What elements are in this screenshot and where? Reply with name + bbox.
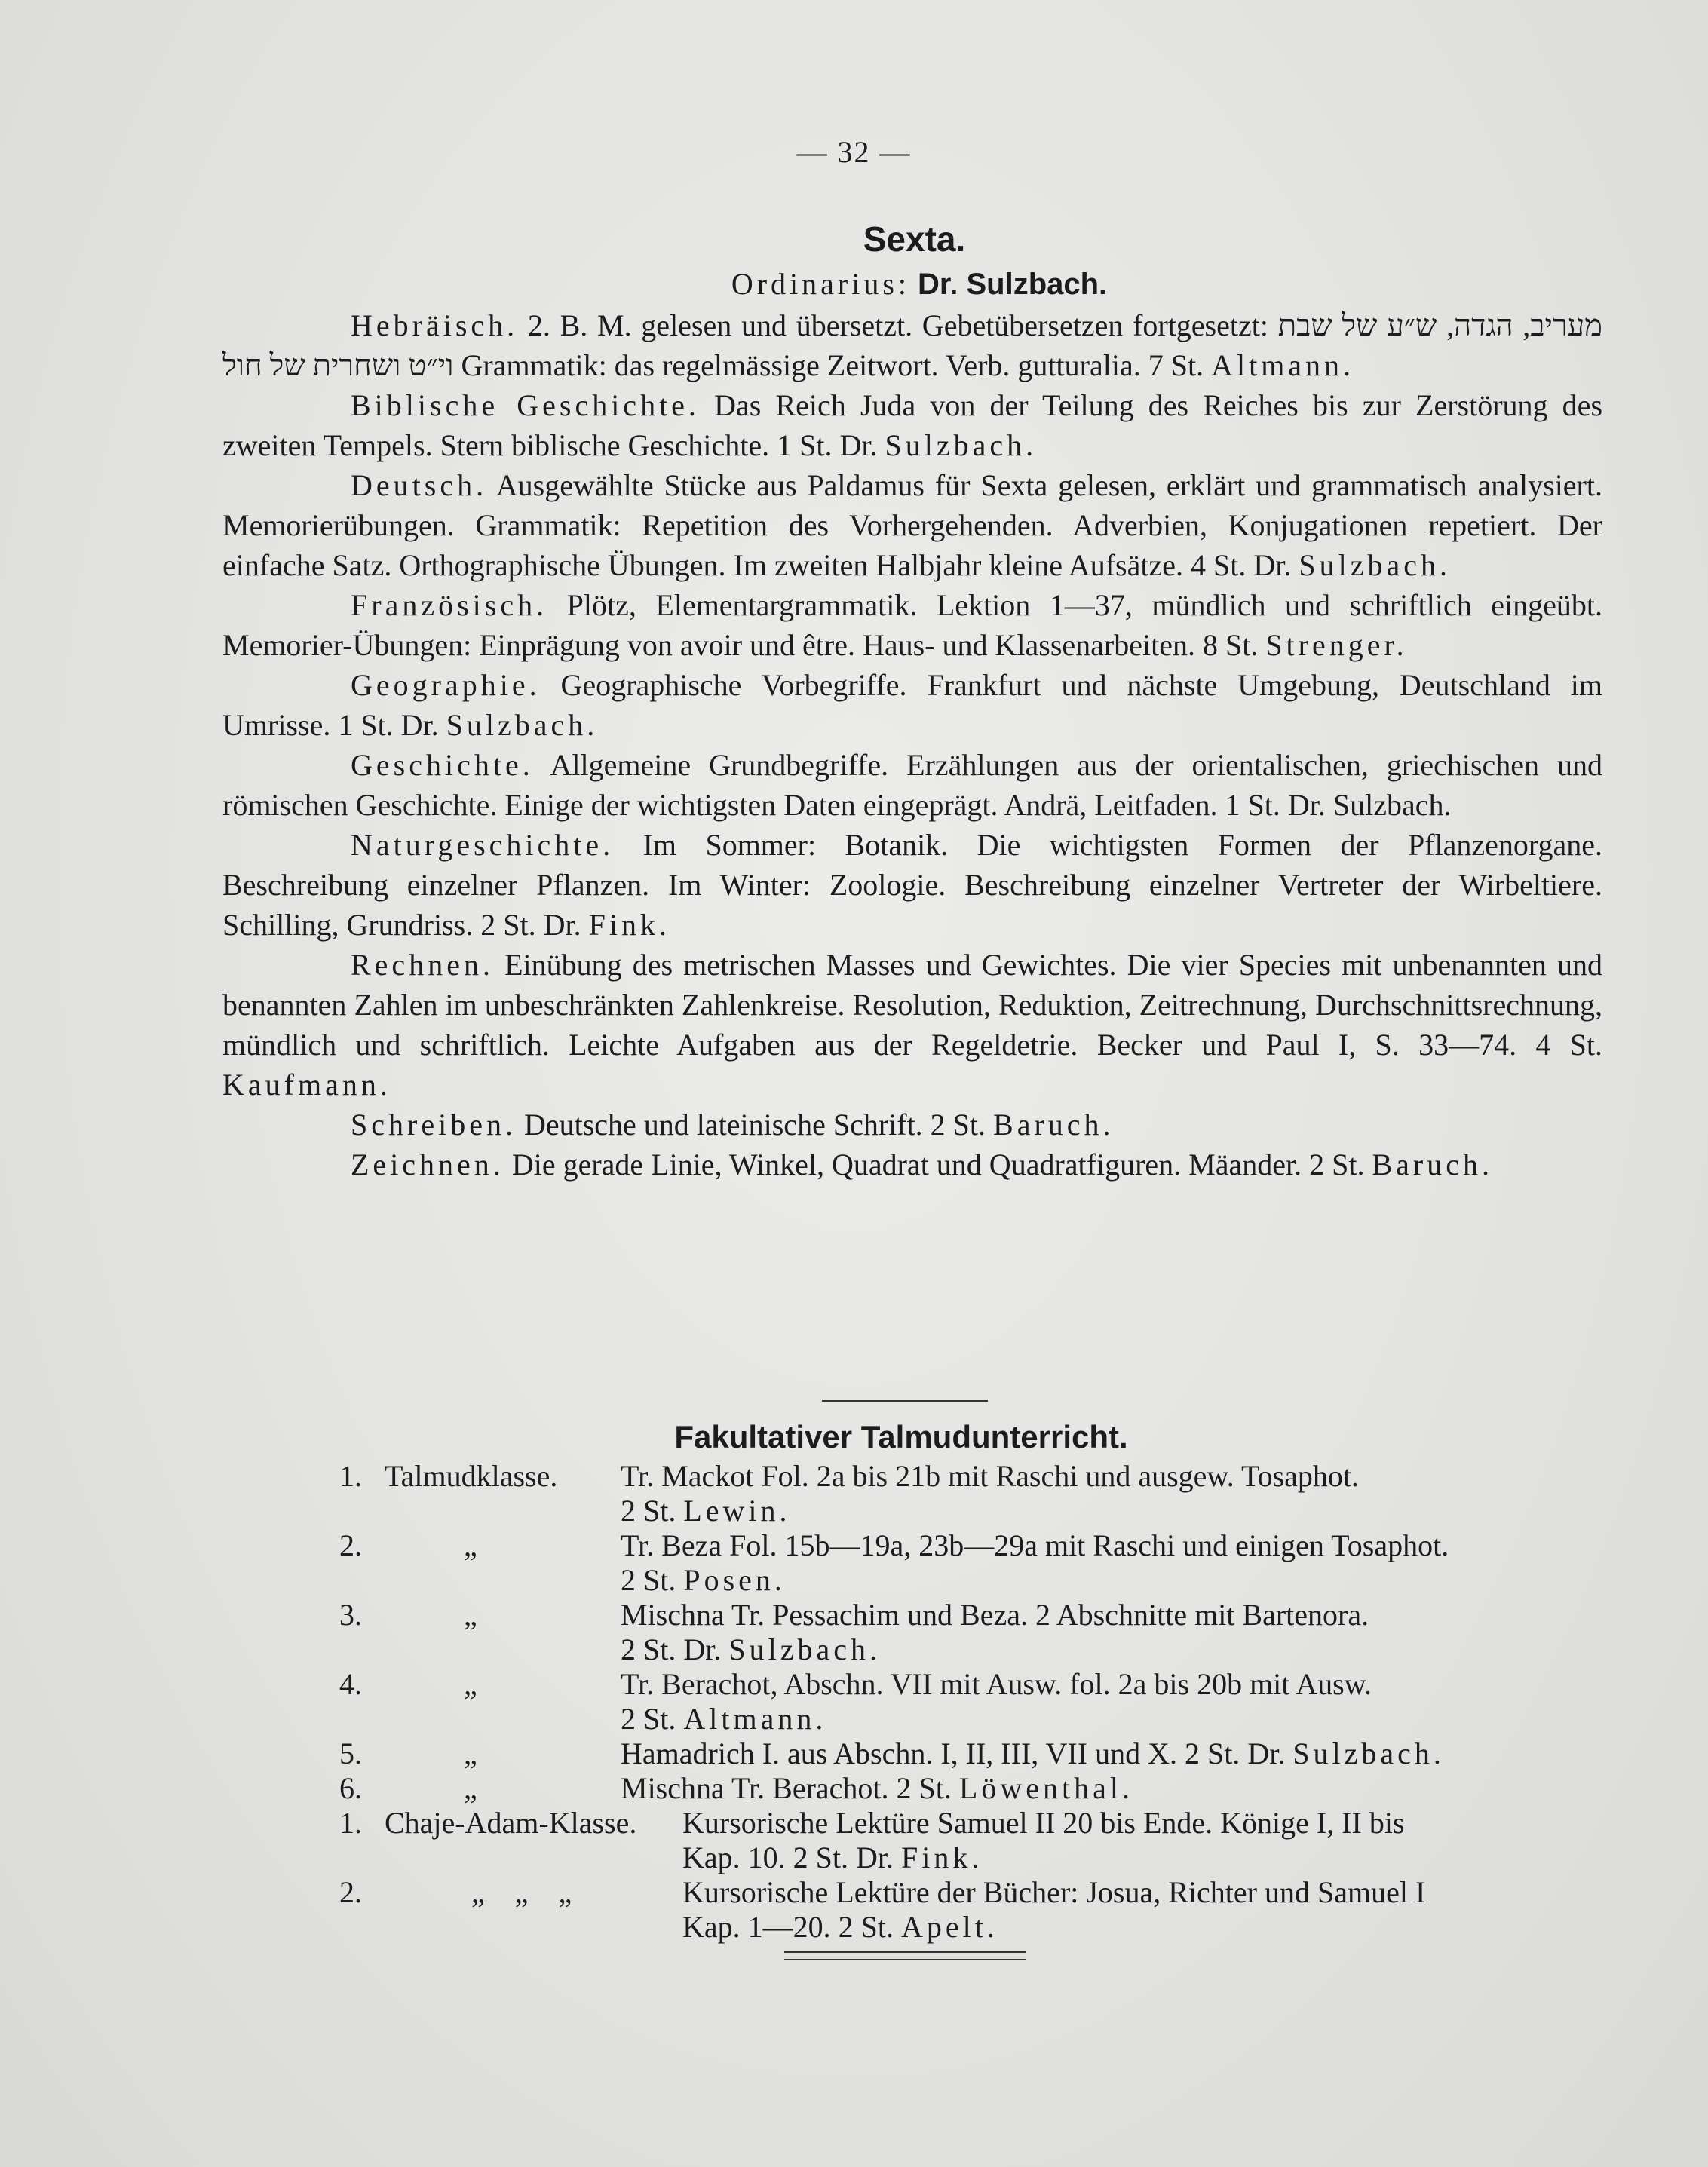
hours: 2 St.	[621, 1702, 676, 1736]
ditto-mark: „	[464, 1528, 477, 1562]
description-line: Tr. Beza Fol. 15b—19a, 23b—29a mit Raschi und einigen Tosaphot.	[621, 1528, 1449, 1562]
subject-text: Im Sommer: Botanik. Die wichtigsten Formen der Pflanzenorgane. Beschreibung einzelner Pflanzen. Im Winter: Zoologie. Beschreibung einzelner Vertreter der Wirbeltiere. Schilling, Grundriss. 2 St. Dr.	[222, 828, 1602, 942]
teacher-name: Sulzbach.	[728, 1632, 881, 1666]
description-line	[621, 1736, 1602, 1771]
subject-name: Geographie.	[351, 668, 541, 702]
teacher-name: Löwenthal.	[958, 1771, 1133, 1805]
ordinarius-label: Ordinarius:	[731, 267, 910, 301]
subject-name: Naturgeschichte.	[351, 828, 615, 862]
subject-paragraph	[222, 1145, 1602, 1185]
class-name: Talmudklasse.	[385, 1459, 558, 1493]
class-description	[621, 1528, 1602, 1598]
teacher-name: Kaufmann.	[222, 1068, 391, 1102]
talmud-row	[222, 1875, 1602, 1945]
teacher-name: Sulzbach.	[885, 428, 1038, 462]
subject-name: Rechnen.	[351, 948, 494, 982]
talmud-row	[222, 1528, 1602, 1598]
subject-name: Hebräisch.	[351, 308, 519, 342]
teacher-name: Altmann.	[1211, 348, 1355, 382]
hours: Kap. 10. 2 St. Dr.	[682, 1841, 894, 1874]
subject-paragraph	[222, 385, 1602, 465]
ditto-mark: „	[464, 1667, 477, 1701]
ditto-mark: „ „ „	[471, 1875, 572, 1909]
subject-name: Geschichte.	[351, 748, 534, 782]
subject-text: Plötz, Elementargrammatik. Lektion 1—37, mündlich und schriftlich eingeübt. Memorier-Übungen: Einprägung von avoir und être. Haus- und Klassenarbeiten. 8 St.	[222, 588, 1602, 662]
talmud-row	[222, 1459, 1602, 1528]
class-description	[621, 1459, 1602, 1528]
class-number: 6.	[339, 1771, 362, 1805]
subject-paragraph	[222, 745, 1602, 825]
subject-name: Französisch.	[351, 588, 548, 622]
ditto-mark: „	[464, 1771, 477, 1805]
teacher-name: Strenger.	[1265, 628, 1408, 662]
page-number: — 32 —	[796, 135, 912, 169]
talmud-list	[222, 1459, 1602, 1945]
talmud-row	[222, 1806, 1602, 1875]
hours: 2 St.	[621, 1494, 676, 1528]
description-line-2	[621, 1702, 1602, 1736]
ordinarius-line	[0, 266, 1708, 302]
teacher-name: Fink.	[588, 908, 670, 942]
class-description	[682, 1875, 1602, 1945]
ditto-mark: „	[464, 1598, 477, 1632]
description-line: Tr. Mackot Fol. 2a bis 21b mit Raschi und ausgew. Tosaphot.	[621, 1459, 1360, 1493]
subject-paragraph	[222, 465, 1602, 585]
hours: 2 St. Dr.	[621, 1632, 722, 1666]
teacher-name: Sulzbach.	[1292, 1736, 1445, 1770]
teacher-name: Lewin.	[683, 1494, 791, 1528]
description-line: Tr. Berachot, Abschn. VII mit Ausw. fol. 2a bis 20b mit Ausw.	[621, 1667, 1372, 1701]
description-text: Mischna Tr. Berachot. 2 St.	[621, 1771, 952, 1805]
subject-text: Allgemeine Grundbegriffe. Erzählungen aus der orientalischen, griechischen und römischen Geschichte. Einige der wichtigsten Daten eingeprägt. Andrä, Leitfaden. 1 St. Dr. Sulzbach.	[222, 748, 1602, 822]
description-line: Kursorische Lektüre der Bücher: Josua, Richter und Samuel I	[682, 1875, 1426, 1909]
description-line-2	[682, 1841, 1602, 1875]
teacher-name: Baruch.	[993, 1108, 1115, 1142]
talmud-row	[222, 1736, 1602, 1771]
description-line-2	[621, 1494, 1602, 1528]
description-text: Hamadrich I. aus Abschn. I, II, III, VII und X. 2 St. Dr.	[621, 1736, 1286, 1770]
class-name: Chaje-Adam-Klasse.	[385, 1806, 637, 1840]
teacher-name: Fink.	[901, 1841, 983, 1874]
class-description	[621, 1771, 1602, 1806]
section-divider	[822, 1400, 988, 1402]
subject-text: Einübung des metrischen Masses und Gewichtes. Die vier Species mit unbenannten und benannten Zahlen im unbeschränkten Zahlenkreise. Resolution, Reduktion, Zeitrechnung, Durchschnittsrechnung, mündlich und schriftlich. Leichte Aufgaben aus der Regeldetrie. Becker und Paul I, S. 33—74. 4 St.	[222, 948, 1602, 1062]
subject-text: 2. B. M. gelesen und übersetzt. Gebetübersetzen fortgesetzt:	[527, 308, 1268, 342]
teacher-name: Posen.	[683, 1563, 786, 1597]
teacher-name: Altmann.	[683, 1702, 827, 1736]
subject-text: Ausgewählte Stücke aus Paldamus für Sexta gelesen, erklärt und grammatisch analysiert. Memorierübungen. Grammatik: Repetition des Vorhergehenden. Adverbien, Konjugationen repetiert. Der einfache Satz. Orthographische Übungen. Im zweiten Halbjahr kleine Aufsätze. 4 St. Dr.	[222, 468, 1602, 582]
subject-text: Deutsche und lateinische Schrift. 2 St.	[523, 1108, 986, 1142]
class-number: 1.	[339, 1806, 362, 1840]
hours: 2 St.	[621, 1563, 676, 1597]
section-title: Sexta.	[863, 219, 966, 259]
subject-text-2: Grammatik: das regelmässige Zeitwort. Verb. gutturalia. 7 St.	[461, 348, 1204, 382]
ditto-mark: „	[464, 1736, 477, 1770]
subject-paragraph	[222, 305, 1602, 385]
talmud-row	[222, 1667, 1602, 1736]
teacher-name: Sulzbach.	[1299, 548, 1451, 582]
class-number: 3.	[339, 1598, 362, 1632]
class-description	[682, 1806, 1602, 1875]
class-number: 2.	[339, 1528, 362, 1562]
subject-text: Das Reich Juda von der Teilung des Reiches bis zur Zerstörung des zweiten Tempels. Stern biblische Geschichte. 1 St. Dr.	[222, 388, 1603, 462]
ordinarius-name: Dr. Sulzbach.	[918, 268, 1108, 301]
class-number: 5.	[339, 1736, 362, 1770]
subject-text: Geographische Vorbegriffe. Frankfurt und nächste Umgebung, Deutschland im Umrisse. 1 St. Dr.	[222, 668, 1602, 742]
teacher-name: Apelt.	[901, 1910, 998, 1944]
description-line-2	[621, 1563, 1602, 1598]
subject-paragraph	[222, 825, 1602, 945]
subject-paragraph	[222, 1105, 1602, 1145]
subject-name: Deutsch.	[351, 468, 488, 502]
class-description	[621, 1736, 1602, 1771]
class-number: 2.	[339, 1875, 362, 1909]
teacher-name: Sulzbach.	[446, 708, 599, 742]
talmud-row	[222, 1771, 1602, 1806]
description-line-2	[682, 1910, 1602, 1945]
subject-paragraph	[222, 945, 1602, 1105]
talmud-row	[222, 1598, 1602, 1667]
teacher-name: Baruch.	[1372, 1148, 1493, 1182]
subject-name: Biblische Geschichte.	[351, 388, 700, 422]
subject-name: Zeichnen.	[351, 1148, 504, 1182]
class-description	[621, 1598, 1602, 1667]
description-line-2	[621, 1632, 1602, 1667]
description-line	[621, 1771, 1602, 1806]
description-line: Kursorische Lektüre Samuel II 20 bis Ende. Könige I, II bis	[682, 1806, 1405, 1840]
curriculum-body	[222, 305, 1602, 1185]
hours: Kap. 1—20. 2 St.	[682, 1910, 894, 1944]
class-description	[621, 1667, 1602, 1736]
end-double-rule	[784, 1951, 1026, 1960]
subject-paragraph	[222, 665, 1602, 745]
description-line: Mischna Tr. Pessachim und Beza. 2 Abschnitte mit Bartenora.	[621, 1598, 1369, 1632]
hebrew-text: מעריב, הגדה, ש״ע של שבת וי״ט ושחרית של חול	[222, 308, 1603, 382]
talmud-title: Fakultativer Talmudunterricht.	[674, 1419, 1128, 1454]
class-number: 1.	[339, 1459, 362, 1493]
subject-paragraph	[222, 585, 1602, 665]
subject-name: Schreiben.	[351, 1108, 517, 1142]
subject-text: Die gerade Linie, Winkel, Quadrat und Quadratfiguren. Mäander. 2 St.	[511, 1148, 1365, 1182]
class-number: 4.	[339, 1667, 362, 1701]
